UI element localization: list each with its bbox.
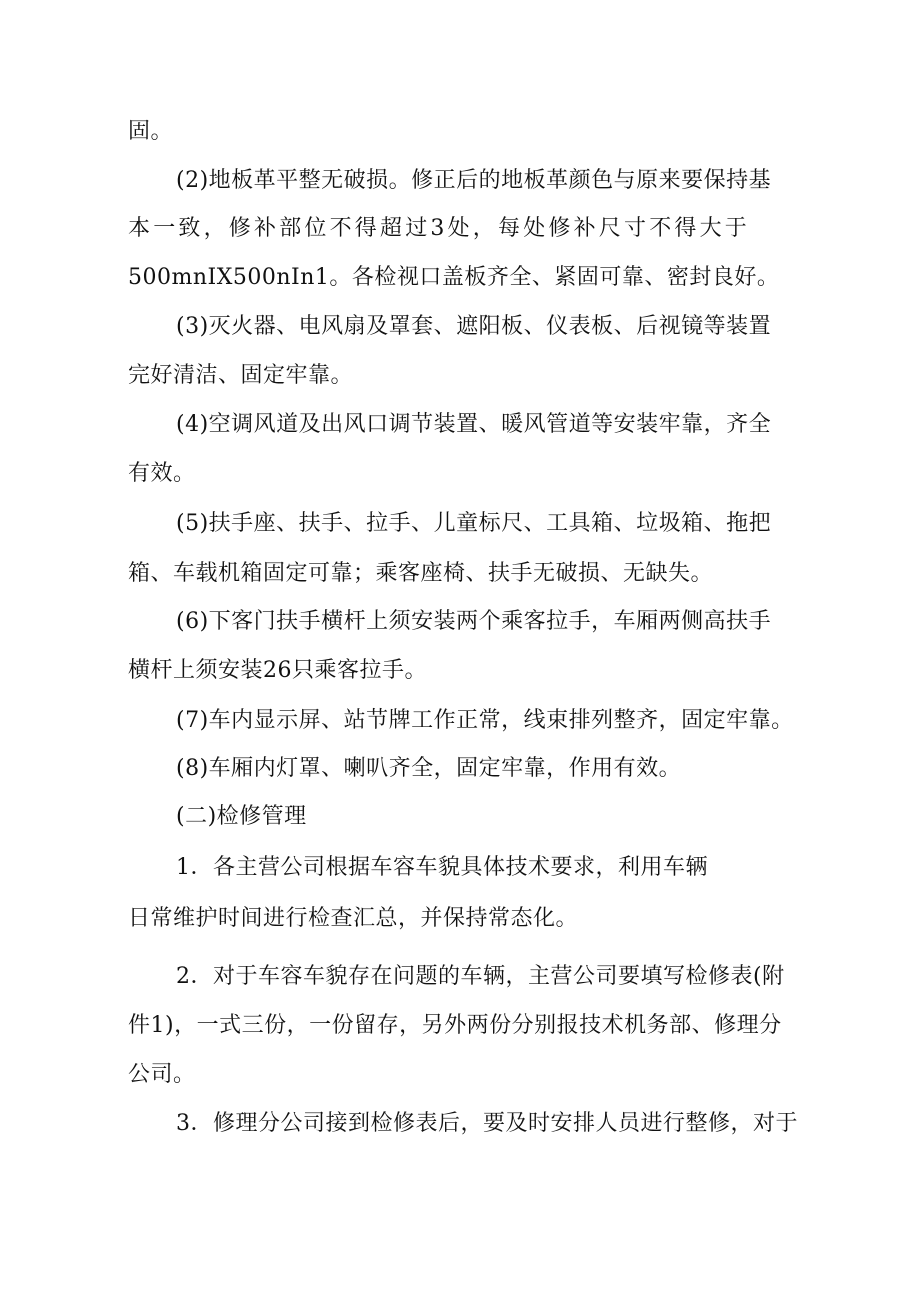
text-line: 日常维护时间进行检查汇总，并保持常态化。 xyxy=(128,906,579,931)
text-line: 固。 xyxy=(128,119,174,144)
text-line: 1．各主营公司根据车容车貌具体技术要求，利用车辆 xyxy=(176,855,708,880)
text-line: 本一致，修补部位不得超过3处，每处修补尺寸不得大于 xyxy=(128,216,750,241)
text-line: (5)扶手座、扶手、拉手、儿童标尺、工具箱、垃圾箱、拖把 xyxy=(176,511,772,536)
section-heading: (二)检修管理 xyxy=(176,804,307,829)
text-line: (8)车厢内灯罩、喇叭齐全，固定牢靠，作用有效。 xyxy=(176,756,682,781)
text-line: (4)空调风道及出风口调节装置、暖风管道等安装牢靠，齐全 xyxy=(176,412,772,437)
text-line: (2)地板革平整无破损。修正后的地板革颜色与原来要保持基 xyxy=(176,168,772,193)
text-line: 3．修理分公司接到检修表后，要及时安排人员进行整修，对于 xyxy=(176,1111,798,1136)
text-line: (3)灭火器、电风扇及罩套、遮阳板、仪表板、后视镜等装置 xyxy=(176,314,772,339)
text-line: 公司。 xyxy=(128,1062,196,1087)
text-line: 箱、车载机箱固定可靠；乘客座椅、扶手无破损、无缺失。 xyxy=(128,561,714,586)
text-line: 2．对于车容车貌存在问题的车辆，主营公司要填写检修表(附 xyxy=(176,964,785,989)
text-line: 横杆上须安装26只乘客拉手。 xyxy=(128,658,427,683)
text-line: 完好清洁、固定牢靠。 xyxy=(128,363,354,388)
text-line: 500mnIX500nIn1。各检视口盖板齐全、紧固可靠、密封良好。 xyxy=(128,265,780,290)
text-line: (6)下客门扶手横杆上须安装两个乘客拉手，车厢两侧高扶手 xyxy=(176,609,772,634)
text-line: 件1)，一式三份，一份留存，另外两份分别报技术机务部、修理分 xyxy=(128,1013,782,1038)
text-line: (7)车内显示屏、站节牌工作正常，线束排列整齐，固定牢靠。 xyxy=(176,708,794,733)
text-line: 有效。 xyxy=(128,461,196,486)
